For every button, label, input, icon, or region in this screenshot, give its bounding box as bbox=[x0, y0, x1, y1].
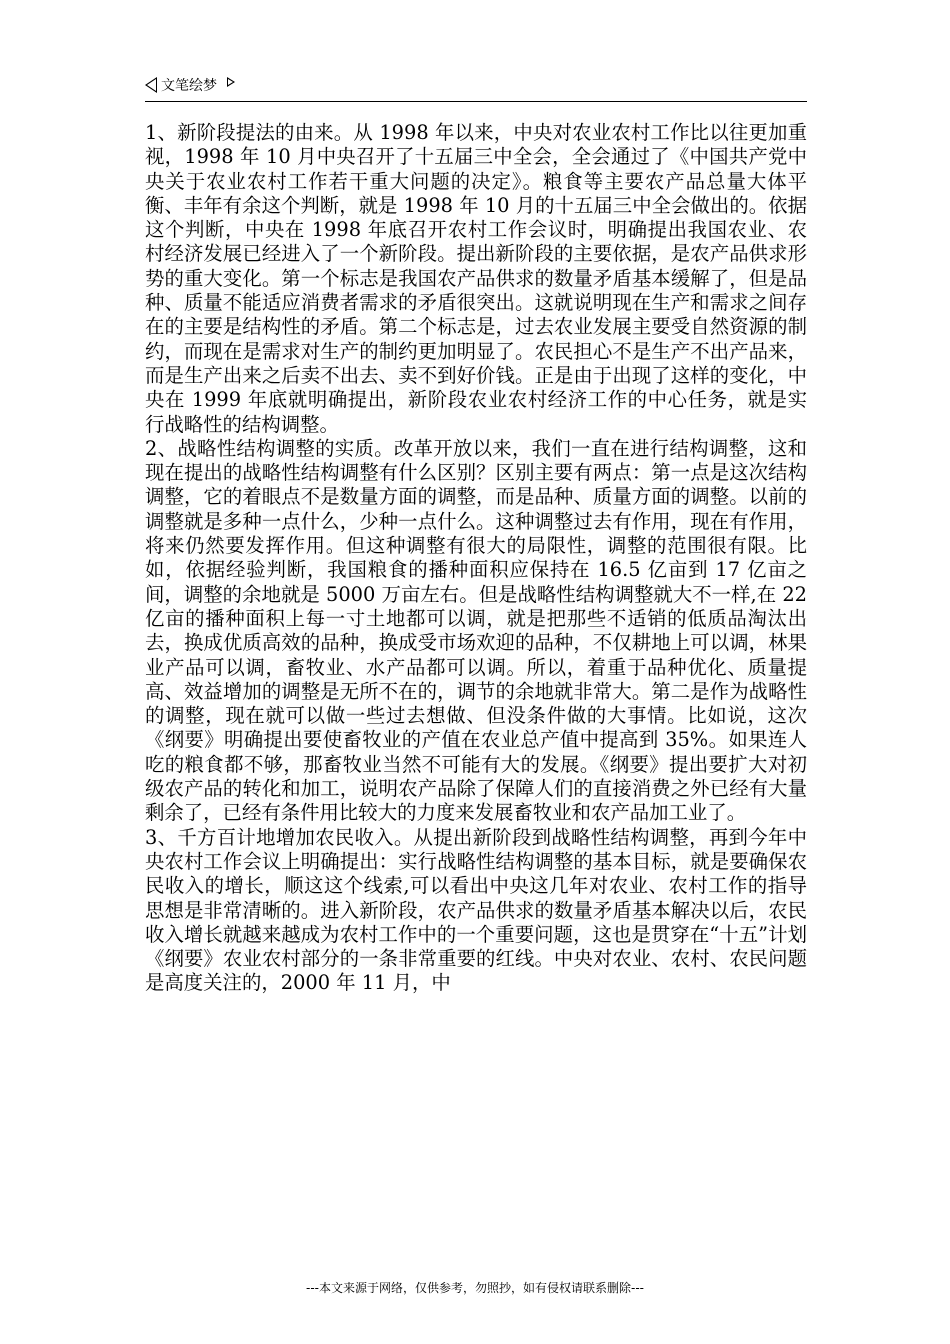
paragraph-structural-adjustment: 2、战略性结构调整的实质。改革开放以来，我们一直在进行结构调整，这和现在提出的战略性结构调整有什么区别？区别主要有两点：第一点是这次结构调整，它的着眼点不是数量方面的调整，而是品种、质量方面的调整。以前的调整就是多种一点什么，少种一点什么。这种调整过去有作用，现在有作用，将来仍然要发挥作用。但这种调整有很大的局限性，调整的范围很有限。比如，依据经验判断，我国粮食的播种面积应保持在 16.5 亿亩到 17 亿亩之间，调整的余地就是 5000 万亩左右。但是战略性结构调整就大不一样,在 22 亿亩的播种面积上每一寸土地都可以调，就是把那些不适销的低质品淘汰出去，换成优质高效的品种，换成受市场欢迎的品种，不仅耕地上可以调，林果业产品可以调，畜牧业、水产品都可以调。所以，着重于品种优化、质量提高、效益增加的调整是无所不在的，调节的余地就非常大。第二是作为战略性的调整，现在就可以做一些过去想做、但没条件做的大事情。比如说，这次《纲要》明确提出要使畜牧业的产值在农业总产值中提高到 35%。如果连人吃的粮食都不够，那畜牧业当然不可能有大的发展。《纲要》提出要扩大对初级农产品的转化和加工，说明农产品除了保障人们的直接消费之外已经有大量剩余了，已经有条件用比较大的力度来发展畜牧业和农产品加工业了。 bbox=[145, 436, 807, 825]
document-body bbox=[145, 121, 807, 996]
left-triangle-icon bbox=[145, 77, 157, 93]
right-triangle-icon bbox=[227, 77, 235, 87]
paragraph-farmer-income: 3、千方百计地增加农民收入。从提出新阶段到战略性结构调整，再到今年中央农村工作会议上明确提出：实行战略性结构调整的基本目标，就是要确保农民收入的增长，顺这这个线索,可以看出中央这几年对农业、农村工作的指导思想是非常清晰的。进入新阶段，农产品供求的数量矛盾基本解决以后，农民收入增长就越来越成为农村工作中的一个重要问题，这也是贯穿在“十五”计划《纲要》农业农村部分的一条非常重要的红线。中央对农业、农村、农民问题是高度关注的，2000 年 11 月，中 bbox=[145, 825, 807, 995]
header-divider bbox=[145, 101, 807, 102]
header-brand: 文笔绘梦 bbox=[161, 78, 217, 94]
page-header bbox=[145, 74, 235, 96]
paragraph-new-stage: 1、新阶段提法的由来。从 1998 年以来，中央对农业农村工作比以往更加重视，1998 年 10 月中央召开了十五届三中全会，全会通过了《中国共产党中央关于农业农村工作若干重大问题的决定》。粮食等主要农产品总量大体平衡、丰年有余这个判断，就是 1998 年 10 月的十五届三中全会做出的。依据这个判断，中央在 1998 年底召开农村工作会议时，明确提出我国农业、农村经济发展已经进入了一个新阶段。提出新阶段的主要依据，是农产品供求形势的重大变化。第一个标志是我国农产品供求的数量矛盾基本缓解了，但是品种、质量不能适应消费者需求的矛盾很突出。这就说明现在生产和需求之间存在的主要是结构性的矛盾。第二个标志是，过去农业发展主要受自然资源的制约，而现在是需求对生产的制约更加明显了。农民担心不是生产不出产品来，而是生产出来之后卖不出去、卖不到好价钱。正是由于出现了这样的变化，中央在 1999 年底就明确提出，新阶段农业农村经济工作的中心任务，就是实行战略性的结构调整。 bbox=[145, 121, 807, 436]
footer-disclaimer: ---本文来源于网络，仅供参考，勿照抄，如有侵权请联系删除--- bbox=[306, 1281, 644, 1295]
